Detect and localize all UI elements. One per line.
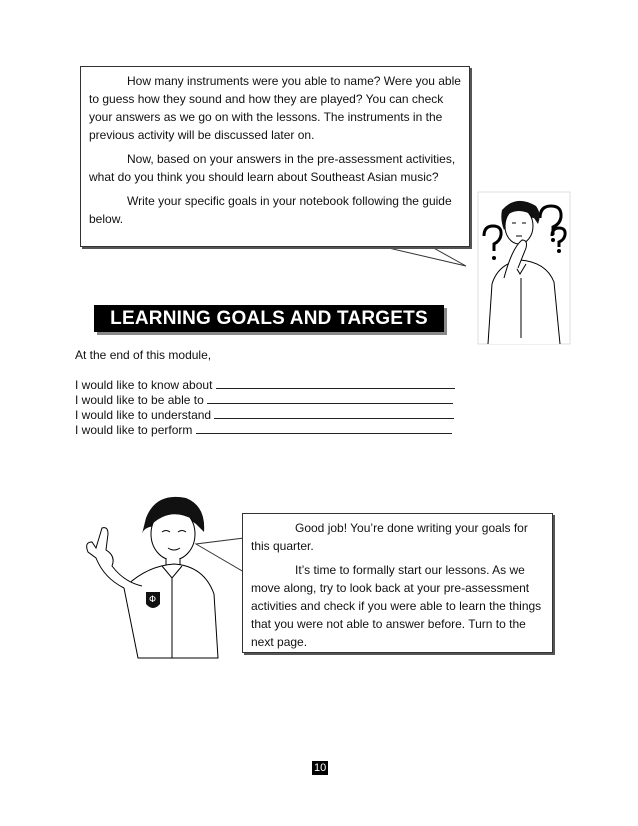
goal-label-1: I would like to know about [75,378,213,392]
bubble1-paragraph-2: Now, based on your answers in the pre-assessment activities, what do you think you should learn about Southeast Asian music? [89,152,456,184]
goals-intro: At the end of this module, [75,348,212,362]
svg-text:Φ: Φ [149,595,157,605]
speech-bubble-bottom [242,513,553,653]
goal-label-2: I would like to be able to [75,393,204,407]
page-number: 10 [314,762,327,774]
bubble2-paragraph-1: Good job! You’re done writing your goals for this quarter. [251,521,528,553]
goal-label-4: I would like to perform [75,423,193,437]
section-heading: LEARNING GOALS AND TARGETS [94,305,444,332]
bubble2-paragraph-2: It’s time to formally start our lessons. As we move along, try to look back at your pre-assessment activities and check if you were able to learn the things that you were not able to answer before. Turn to the next page. [251,563,542,649]
goal-label-3: I would like to understand [75,408,212,422]
bubble1-paragraph-1: How many instruments were you able to name? Were you able to guess how they sound and how they are played? You can check your answers as we go on with the lessons. The instruments in the previous activity will be discussed later on. [89,74,461,142]
bubble1-paragraph-3: Write your specific goals in your notebook following the guide below. [89,194,452,226]
